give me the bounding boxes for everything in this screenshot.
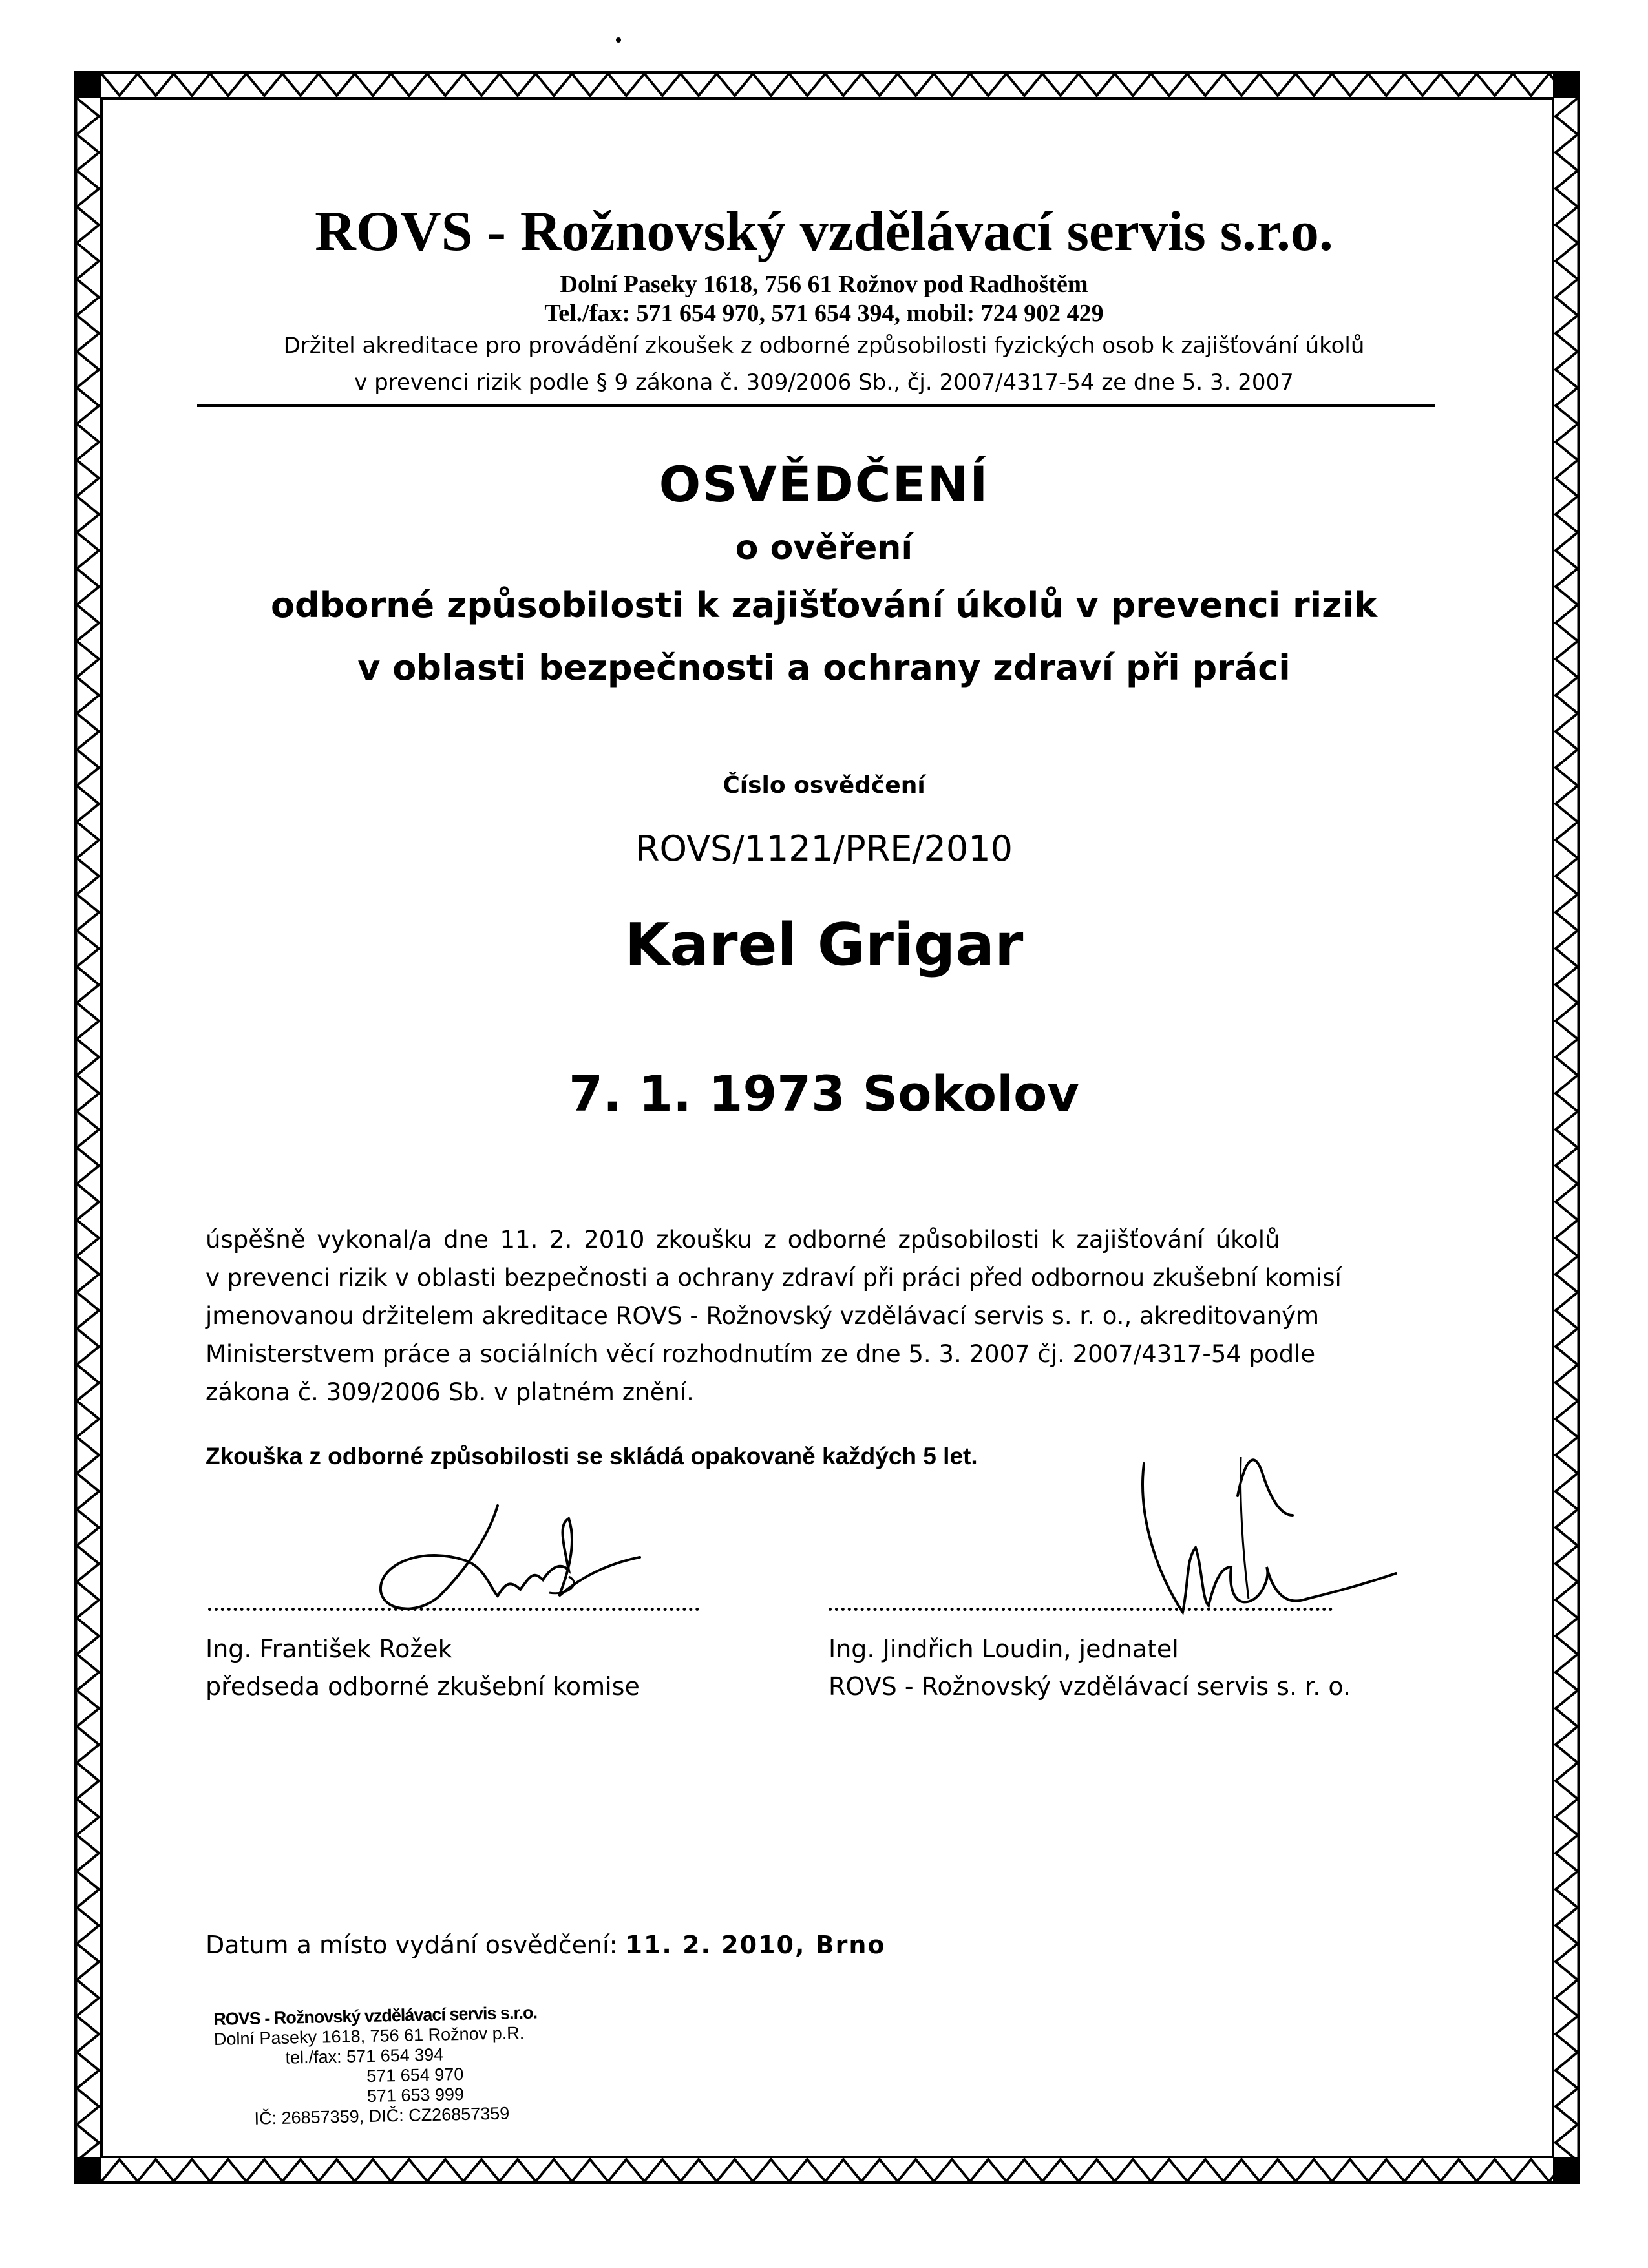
signer-left-name: Ing. František Rožek: [206, 1635, 452, 1663]
organization-name: ROVS - Rožnovský vzdělávací servis s.r.o.: [315, 200, 1333, 263]
certificate-title: OSVĚDČENÍ: [659, 456, 989, 513]
holder-birth-date-place: 7. 1. 1973 Sokolov: [569, 1065, 1079, 1122]
signature-line-left: [208, 1608, 699, 1611]
signer-left-role: předseda odborné zkušební komise: [206, 1672, 640, 1701]
body-text-line: Ministerstvem práce a sociálních věcí rozhodnutím ze dne 5. 3. 2007 čj. 2007/4317-54 podle: [206, 1340, 1316, 1368]
header-divider: [197, 404, 1435, 407]
holder-name: Karel Grigar: [624, 911, 1024, 979]
stamp-ids: IČ: 26857359, DIČ: CZ26857359: [254, 2103, 510, 2128]
company-stamp: [213, 2003, 540, 2130]
organization-address: Dolní Paseky 1618, 756 61 Rožnov pod Radhoštěm: [560, 271, 1088, 298]
organization-contact: Tel./fax: 571 654 970, 571 654 394, mobil: 724 902 429: [544, 300, 1104, 327]
signer-right-name: Ing. Jindřich Loudin, jednatel: [829, 1635, 1179, 1663]
certificate-number: ROVS/1121/PRE/2010: [635, 828, 1013, 869]
certificate-subject-line-1: odborné způsobilosti k zajišťování úkolů v prevenci rizik: [270, 585, 1378, 625]
signer-right-role: ROVS - Rožnovský vzdělávací servis s. r. o.: [829, 1672, 1351, 1701]
stamp-address: Dolní Paseky 1618, 756 61 Rožnov p.R.: [213, 2022, 525, 2049]
accreditation-line-2: v prevenci rizik podle § 9 zákona č. 309/2006 Sb., čj. 2007/4317-54 ze dne 5. 3. 2007: [354, 370, 1294, 395]
body-text-line: úspěšně vykonal/a dne 11. 2. 2010 zkoušku z odborné způsobilosti k zajišťování úkolů: [206, 1226, 1280, 1254]
body-text-line: zákona č. 309/2006 Sb. v platném znění.: [206, 1378, 694, 1406]
issue-value: 11. 2. 2010, Brno: [625, 1931, 886, 1959]
certificate-number-label: Číslo osvědčení: [723, 772, 925, 799]
certificate-subtitle: o ověření: [735, 529, 913, 567]
stamp-phone: 571 653 999: [366, 2084, 465, 2106]
accreditation-line-1: Držitel akreditace pro provádění zkoušek z odborné způsobilosti fyzických osob k zajišťování úkolů: [283, 333, 1365, 359]
certificate-subject-line-2: v oblasti bezpečnosti a ochrany zdraví při práci: [357, 647, 1291, 688]
stamp-company-name: ROVS - Rožnovský vzdělávací servis s.r.o.: [213, 2002, 538, 2029]
body-text-line: jmenovanou držitelem akreditace ROVS - Rožnovský vzdělávací servis s. r. o., akreditovaným: [206, 1302, 1320, 1330]
right-signature: [1125, 1438, 1448, 1625]
issue-date-place: [206, 1931, 885, 1959]
signature-line-right: [829, 1608, 1333, 1611]
stamp-telfax: tel./fax: 571 654 394: [285, 2044, 444, 2068]
scan-speck: [616, 37, 621, 43]
issue-label: Datum a místo vydání osvědčení:: [206, 1931, 626, 1959]
renewal-note: Zkouška z odborné způsobilosti se skládá opakovaně každých 5 let.: [206, 1443, 978, 1469]
body-text-line: v prevenci rizik v oblasti bezpečnosti a ochrany zdraví při práci před odbornou zkušební komisí: [206, 1264, 1342, 1292]
stamp-phone: 571 654 970: [366, 2064, 464, 2086]
